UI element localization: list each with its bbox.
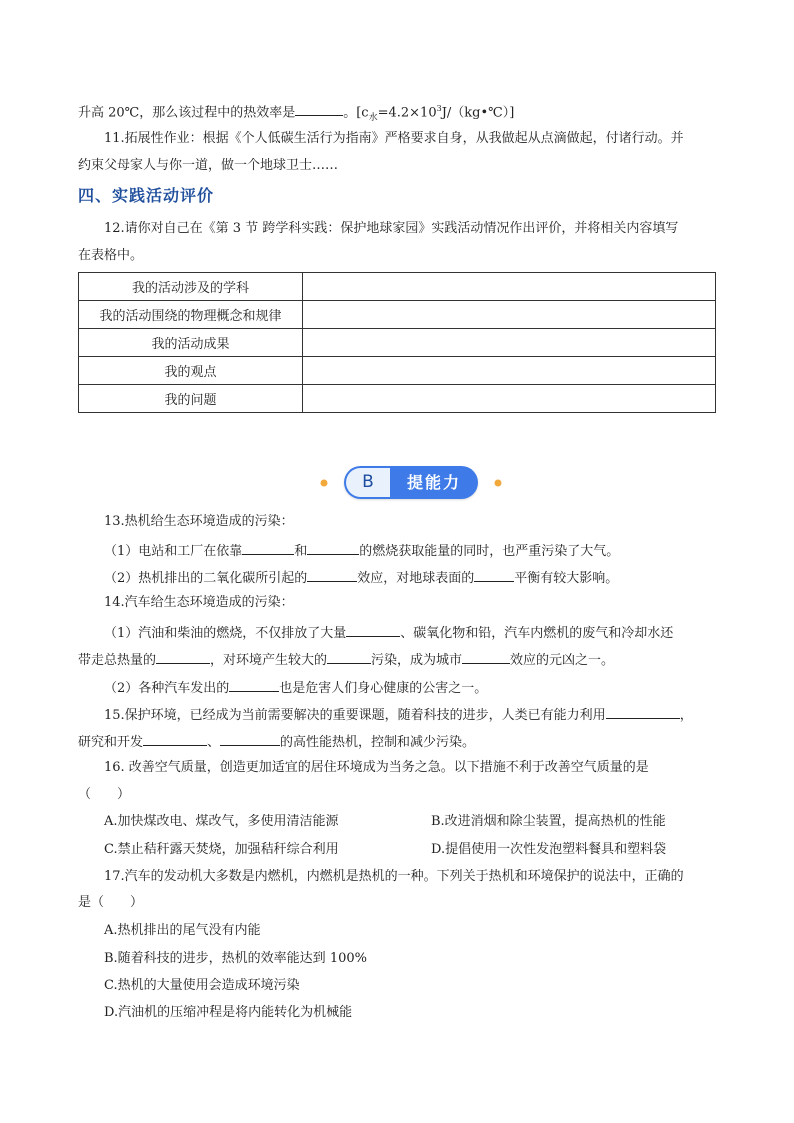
q12-line1: 12.请你对自己在《第 3 节 跨学科实践：保护地球家园》实践活动情况作出评价，并将相关内容填写	[104, 221, 679, 236]
q14-text: （1）汽油和柴油的燃烧，不仅排放了大量	[104, 626, 347, 641]
q13-text: 和	[294, 544, 308, 559]
section-badge-letter: B	[346, 468, 390, 497]
q11-line2: 约束父母家人与你一道，做一个地球卫士……	[78, 158, 339, 173]
q14-part1	[104, 622, 673, 643]
evaluation-table	[78, 272, 716, 413]
q13-part2	[104, 567, 618, 588]
table-label: 我的观点	[79, 357, 303, 385]
q10-text: 升高 20℃，那么该过程中的热效率是	[78, 105, 296, 121]
answer-blank[interactable]	[307, 540, 359, 555]
q15-text: 、	[207, 735, 221, 750]
q13-part1	[104, 540, 619, 561]
table-answer-cell[interactable]	[303, 329, 716, 357]
q13-stem: 13.热机给生态环境造成的污染：	[104, 514, 294, 529]
q14-text: 带走总热量的	[78, 653, 157, 668]
table-answer-cell[interactable]	[303, 273, 716, 301]
answer-blank[interactable]	[474, 567, 514, 582]
answer-blank[interactable]	[327, 649, 371, 664]
q10-formula: =4.2×10	[377, 105, 437, 121]
section-heading: 四、实践活动评价	[78, 186, 215, 205]
table-label: 我的活动涉及的学科	[79, 273, 303, 301]
answer-blank[interactable]	[156, 649, 210, 664]
q17-option-d[interactable]: D.汽油机的压缩冲程是将内能转化为机械能	[104, 1005, 353, 1020]
table-answer-cell[interactable]	[303, 385, 716, 413]
q15-line1	[104, 704, 693, 725]
q17-option-b[interactable]: B.随着科技的进步，热机的效率能达到 100%	[104, 951, 367, 966]
table-label: 我的活动围绕的物理概念和规律	[79, 301, 303, 329]
table-answer-cell[interactable]	[303, 301, 716, 329]
q13-text: （1）电站和工厂在依靠	[104, 544, 243, 559]
q10-unit: J/（kg•℃）]	[441, 105, 515, 121]
q17-stem2[interactable]: 是（ ）	[78, 895, 144, 910]
q10-tail	[78, 100, 514, 127]
q13-text: （2）热机排出的二氧化碳所引起的	[104, 571, 308, 586]
q17-stem: 17.汽车的发动机大多数是内燃机，内燃机是热机的一种。下列关于热机和环境保护的说法中，正确的	[104, 869, 684, 884]
q15-text: ，	[679, 708, 693, 723]
q16-option-c[interactable]: C.禁止秸秆露天焚烧，加强秸秆综合利用	[104, 842, 339, 857]
answer-blank[interactable]	[143, 731, 207, 746]
table-label: 我的问题	[79, 385, 303, 413]
q16-stem: 16. 改善空气质量，创造更加适宜的居住环境成为当务之急。以下措施不利于改善空气质量的是	[104, 760, 649, 775]
answer-blank[interactable]	[307, 567, 357, 582]
table-row	[79, 273, 716, 301]
q14-text: ，对环境产生较大的	[210, 653, 328, 668]
answer-blank[interactable]	[295, 101, 343, 116]
q14-text: 污染，成为城市	[371, 653, 463, 668]
section-badge-title: 提能力	[406, 473, 461, 492]
q13-text: 平衡有较大影响。	[514, 571, 619, 586]
q10-subscript: 水	[368, 112, 378, 123]
answer-blank[interactable]	[606, 704, 680, 719]
q16-paren[interactable]: （ ）	[78, 787, 131, 802]
table-row	[79, 357, 716, 385]
answer-blank[interactable]	[220, 731, 280, 746]
answer-blank[interactable]	[242, 540, 294, 555]
q14-part2	[104, 677, 487, 698]
table-row	[79, 301, 716, 329]
q14-text: 也是危害人们身心健康的公害之一。	[279, 681, 488, 696]
q10-exponent: 3	[436, 104, 442, 113]
q14-part1-cont	[78, 649, 614, 670]
q15-line2	[78, 731, 475, 752]
q11-line1: 11.拓展性作业：根据《个人低碳生活行为指南》严格要求自身，从我做起从点滴做起，付诸行动。并	[104, 131, 684, 146]
q13-text: 的燃烧获取能量的同时，也严重污染了大气。	[359, 544, 620, 559]
table-label: 我的活动成果	[79, 329, 303, 357]
table-row	[79, 385, 716, 413]
q14-stem: 14.汽车给生态环境造成的污染：	[104, 595, 294, 610]
q16-option-a[interactable]: A.加快煤改电、煤改气，多使用清洁能源	[104, 814, 339, 829]
q12-line2: 在表格中。	[78, 248, 144, 263]
answer-blank[interactable]	[229, 677, 279, 692]
q15-text: 的高性能热机，控制和减少污染。	[280, 735, 476, 750]
table-answer-cell[interactable]	[303, 357, 716, 385]
q13-text: 效应，对地球表面的	[357, 571, 475, 586]
q15-text: 研究和开发	[78, 735, 144, 750]
q16-option-b[interactable]: B.改进消烟和除尘装置，提高热机的性能	[431, 814, 666, 829]
q17-option-a[interactable]: A.热机排出的尾气没有内能	[104, 923, 261, 938]
q14-text: 效应的元凶之一。	[510, 653, 615, 668]
q10-formula-start: 。[c	[343, 105, 369, 121]
q14-text: （2）各种汽车发出的	[104, 681, 230, 696]
q17-option-c[interactable]: C.热机的大量使用会造成环境污染	[104, 978, 300, 993]
answer-blank[interactable]	[462, 649, 510, 664]
q16-option-d[interactable]: D.提倡使用一次性发泡塑料餐具和塑料袋	[431, 842, 667, 857]
answer-blank[interactable]	[346, 622, 400, 637]
table-row	[79, 329, 716, 357]
q14-text: 、碳氧化物和铅，汽车内燃机的废气和冷却水还	[400, 626, 674, 641]
q15-text: 15.保护环境，已经成为当前需要解决的重要课题，随着科技的进步，人类已有能力利用	[104, 708, 606, 723]
